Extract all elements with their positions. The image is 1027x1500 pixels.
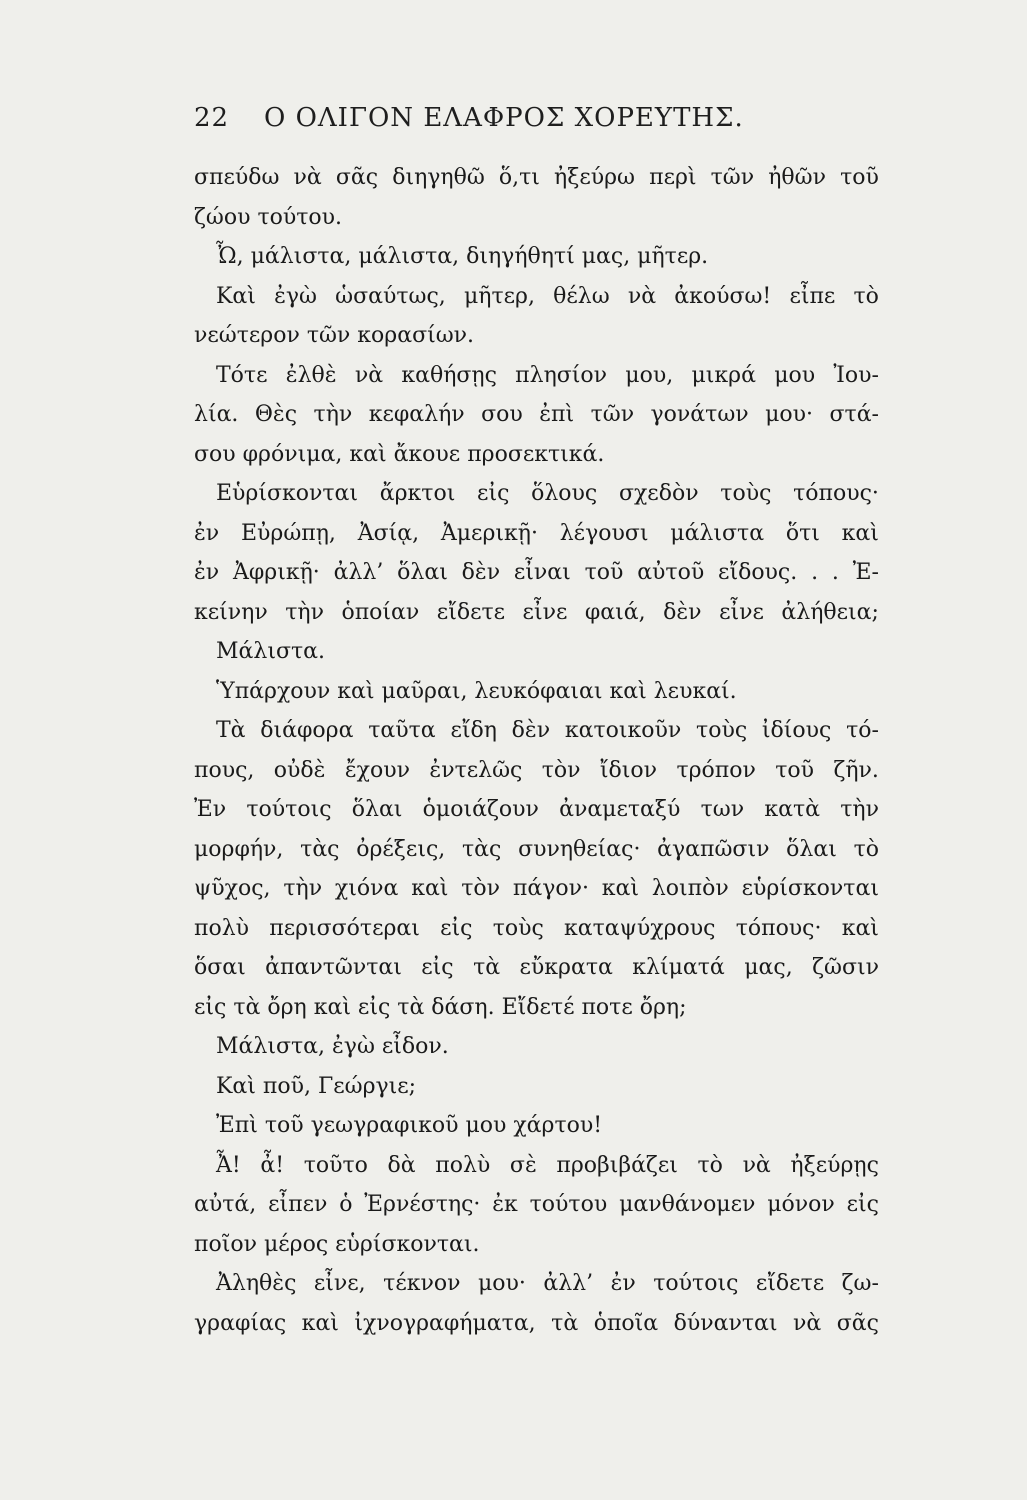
word: Εὑρίσκονται	[216, 481, 359, 506]
word: εἰς	[440, 915, 473, 941]
word: εἰς	[477, 481, 510, 506]
text-line	[194, 790, 879, 830]
word: σπεύδω	[194, 165, 280, 190]
word: ἀλλ’	[333, 560, 384, 585]
word: ὁ	[339, 1192, 353, 1217]
text-line	[194, 593, 879, 633]
word: εἶπεν	[268, 1192, 328, 1217]
word: ἐν	[610, 1271, 636, 1296]
word: των	[700, 797, 745, 822]
word: ἐντελῶς	[429, 757, 523, 783]
word: τέκνον	[383, 1271, 461, 1296]
word: Ἰου-	[833, 362, 879, 388]
text-line	[194, 553, 879, 593]
word: ὅσαι	[194, 955, 246, 980]
word: ὅλαι	[351, 797, 403, 822]
word: εἶνε	[719, 599, 764, 625]
word: στά-	[829, 402, 879, 427]
text-line: νεώτερον τῶν κορασίων.	[194, 323, 475, 348]
word: εὔκρατα	[519, 955, 613, 980]
word: φαιά,	[584, 599, 646, 625]
word: ἔχουν	[344, 757, 410, 783]
word: ὁποίαν	[341, 599, 420, 625]
word: τὴν	[840, 797, 879, 822]
text-line	[194, 751, 879, 791]
word: σου	[481, 402, 523, 427]
text-line	[194, 1185, 879, 1225]
word: μῆτερ,	[463, 283, 535, 309]
text-line	[194, 948, 879, 988]
word: Τότε	[216, 362, 268, 388]
word: τοῦ	[840, 165, 879, 190]
word: μικρά	[691, 362, 756, 388]
word: τό-	[846, 718, 879, 743]
word: ἐν	[194, 560, 220, 585]
word: νὰ	[293, 165, 322, 190]
word: μάλιστα	[670, 520, 765, 546]
word: καὶ	[841, 915, 879, 941]
word: εἶναι	[513, 560, 571, 585]
word: ἰδίους	[761, 718, 832, 743]
word: κλίματά	[632, 955, 725, 980]
word: τὸν	[461, 876, 501, 901]
word: ὁμοιάζουν	[422, 797, 539, 822]
word: Εὐρώπῃ,	[240, 520, 336, 546]
text-line: Ὦ, μάλιστα, μάλιστα, διηγήθητί μας, μῆτερ.	[216, 244, 709, 269]
word: εἴδετε	[436, 599, 506, 625]
word: καταψύχρους	[564, 915, 716, 941]
word: τούτοις	[246, 797, 332, 822]
text-line	[194, 1146, 879, 1186]
word: ἐκ	[492, 1192, 518, 1217]
word: ἆ!	[260, 1152, 285, 1178]
word: ἰχνογραφήματα,	[354, 1310, 536, 1336]
text-line: εἰς τὰ ὄρη καὶ εἰς τὰ δάση. Εἴδετέ ποτε ὄρη;	[194, 994, 687, 1020]
word: λοιπὸν	[651, 876, 729, 901]
text-line: σου φρόνιμα, καὶ ἄκουε προσεκτικά.	[194, 441, 605, 467]
word: εἰς	[846, 1192, 879, 1217]
word: τῶν	[590, 402, 635, 427]
word: ἀναμεταξύ	[559, 797, 681, 822]
word: δὰ	[387, 1152, 416, 1178]
word: τούτου	[529, 1192, 608, 1217]
word: εἶπε	[789, 283, 836, 309]
word: νὰ	[354, 362, 384, 388]
word: πολὺ	[435, 1152, 491, 1178]
word: ἀκούσω!	[674, 283, 772, 309]
word: ψῦχος,	[194, 876, 271, 901]
running-header	[194, 103, 834, 133]
text-line: ποῖον μέρος εὑρίσκονται.	[194, 1231, 480, 1257]
word: κείνην	[194, 599, 268, 625]
word: σᾶς	[836, 1310, 879, 1336]
word: τρόπον	[676, 757, 756, 783]
text-line	[194, 1304, 879, 1344]
word: ὅτι	[785, 520, 820, 546]
text-line: Μάλιστα.	[216, 639, 325, 664]
word: γονάτων	[650, 402, 749, 427]
word: μανθάνομεν	[619, 1192, 756, 1217]
word: τὴν	[285, 599, 324, 625]
word: ὡσαύτως,	[335, 283, 446, 309]
word: τὰς	[300, 836, 340, 862]
text-line	[194, 395, 879, 435]
word: λία.	[194, 402, 239, 427]
word: καὶ	[411, 876, 449, 901]
word: ἠξεύρω	[554, 165, 635, 190]
word: τὴν	[313, 402, 353, 427]
word: καὶ	[301, 1310, 339, 1336]
word: διηγηθῶ	[392, 165, 485, 190]
word: εἴδη	[450, 718, 497, 743]
word: θέλω	[553, 283, 610, 309]
word: μου,	[625, 362, 674, 388]
word: περὶ	[649, 165, 697, 190]
word: τὸ	[853, 283, 879, 309]
word: πους,	[194, 757, 255, 783]
word: κεφαλήν	[368, 402, 465, 427]
running-title: Ο ΟΛΙΓΟΝ ΕΛΑΦΡΟΣ ΧΟΡΕΥΤΗΣ.	[264, 103, 744, 133]
word: τὴν	[283, 876, 323, 901]
word: τούτοις	[653, 1271, 739, 1296]
text-line	[194, 356, 879, 396]
word: εἰς	[421, 955, 454, 980]
word: νὰ	[793, 1310, 822, 1336]
word: τοὺς	[696, 718, 748, 743]
word: εἴδετε	[755, 1271, 825, 1296]
word: τὰ	[551, 1310, 579, 1336]
word: τὰ	[473, 955, 501, 980]
word: χιόνα	[334, 876, 399, 901]
word: ἀγαπῶσιν	[657, 836, 770, 862]
word: ἐν	[194, 520, 220, 546]
word: οὐδὲ	[273, 757, 326, 783]
word: καὶ	[601, 876, 640, 901]
word: καὶ	[841, 520, 879, 546]
text-line	[194, 1264, 879, 1304]
text-line: Ἐπὶ τοῦ γεωγραφικοῦ μου χάρτου!	[216, 1113, 603, 1138]
word: ζῶσιν	[812, 955, 879, 980]
word: σχεδὸν	[618, 481, 699, 506]
word: εἴδους.	[718, 560, 798, 585]
word: τὸ	[853, 836, 879, 862]
word: γραφίας	[194, 1310, 287, 1336]
text-line	[194, 514, 879, 554]
word: ὅλαι	[786, 836, 837, 862]
word: σᾶς	[335, 165, 379, 190]
word: ἀλλ’	[543, 1271, 594, 1296]
word: κατοικοῦν	[564, 718, 682, 743]
word: αὐτοῦ	[637, 560, 705, 585]
word: πλησίον	[515, 362, 608, 388]
word: τοῦ	[584, 560, 624, 585]
word: ἀλήθεια;	[781, 599, 879, 625]
word: Ἆ!	[216, 1152, 241, 1178]
word: μου·	[765, 402, 814, 427]
text-line	[194, 474, 879, 514]
word: ἠξεύρῃς	[790, 1152, 879, 1178]
word: τὸν	[541, 757, 581, 783]
word: ἠθῶν	[768, 165, 826, 190]
word: τὸ	[697, 1152, 723, 1178]
word: εἶνε	[522, 599, 568, 625]
word: τοῦ	[775, 757, 815, 783]
word: ἐπὶ	[539, 402, 575, 427]
word: δὲν	[511, 718, 551, 743]
word: νὰ	[627, 283, 657, 309]
word: πάγον·	[512, 876, 589, 901]
word: καθήσῃς	[401, 362, 497, 388]
word: μόνον	[767, 1192, 835, 1217]
word: ὁποῖα	[593, 1310, 659, 1336]
word: κατὰ	[764, 797, 820, 822]
word: πολὺ	[194, 915, 250, 941]
word: μας,	[744, 955, 793, 980]
word: τοὺς	[492, 915, 544, 941]
word: Τὰ	[216, 718, 246, 743]
text-line	[194, 830, 879, 870]
word: μορφήν,	[194, 836, 284, 862]
word: τόπους·	[735, 915, 822, 941]
word: διάφορα	[260, 718, 354, 743]
word: Ἐ-	[852, 560, 879, 585]
word: Θὲς	[254, 402, 298, 427]
word: σὲ	[509, 1152, 537, 1178]
word: ὅλους	[531, 481, 598, 506]
word: ἐλθὲ	[285, 362, 337, 388]
word: περισσότεραι	[269, 915, 420, 941]
word: μου	[774, 362, 816, 388]
word: ἴδιον	[599, 757, 658, 783]
word: Ἀσίᾳ,	[357, 520, 420, 546]
text-line: Μάλιστα, ἐγὼ εἶδον.	[216, 1034, 449, 1059]
word: τὰς	[461, 836, 502, 862]
word: τοῦτο	[303, 1152, 368, 1178]
word: ὅλαι	[397, 560, 448, 585]
page-number: 22	[194, 103, 230, 133]
word: ἀπαντῶνται	[265, 955, 402, 980]
text-line	[194, 711, 879, 751]
word: .	[811, 560, 819, 585]
word: εὑρίσκονται	[741, 876, 879, 901]
text-line	[194, 158, 879, 198]
word: Ἀφρικῇ·	[233, 560, 320, 585]
word: δὲν	[461, 560, 501, 585]
word: μου·	[477, 1271, 526, 1296]
text-line: ζώου τούτου.	[194, 204, 343, 230]
word: νὰ	[742, 1152, 771, 1178]
word: ζῆν.	[833, 757, 879, 783]
word: ὅ,τι	[498, 165, 540, 190]
body-text	[194, 158, 879, 1343]
word: τόπους·	[793, 481, 879, 506]
word: Ἐρνέστης·	[364, 1192, 481, 1217]
text-line: Καὶ ποῦ, Γεώργιε;	[216, 1073, 417, 1099]
word: Καὶ	[216, 283, 256, 309]
word: .	[831, 560, 839, 585]
word: προβιβάζει	[556, 1152, 678, 1178]
word: Ἐν	[194, 797, 227, 822]
word: τοὺς	[720, 481, 772, 506]
text-line	[194, 869, 879, 909]
text-line	[194, 277, 879, 317]
word: λέγουσι	[559, 520, 649, 546]
word: τῶν	[710, 165, 755, 190]
text-line	[194, 909, 879, 949]
word: ὀρέξεις,	[356, 836, 446, 862]
word: αὐτά,	[194, 1192, 257, 1217]
word: δύνανται	[673, 1310, 778, 1336]
text-line: Ὑπάρχουν καὶ μαῦραι, λευκόφαιαι καὶ λευκαί.	[216, 678, 737, 704]
word: ἄρκτοι	[379, 481, 456, 506]
word: συνηθείας·	[518, 836, 641, 862]
word: Ἀληθὲς	[216, 1271, 297, 1296]
word: δὲν	[663, 599, 702, 625]
word: ζω-	[841, 1271, 879, 1296]
word: ἐγὼ	[274, 283, 317, 309]
word: ταῦτα	[368, 718, 436, 743]
word: Ἀμερικῇ·	[440, 520, 538, 546]
word: εἶνε,	[313, 1271, 366, 1296]
